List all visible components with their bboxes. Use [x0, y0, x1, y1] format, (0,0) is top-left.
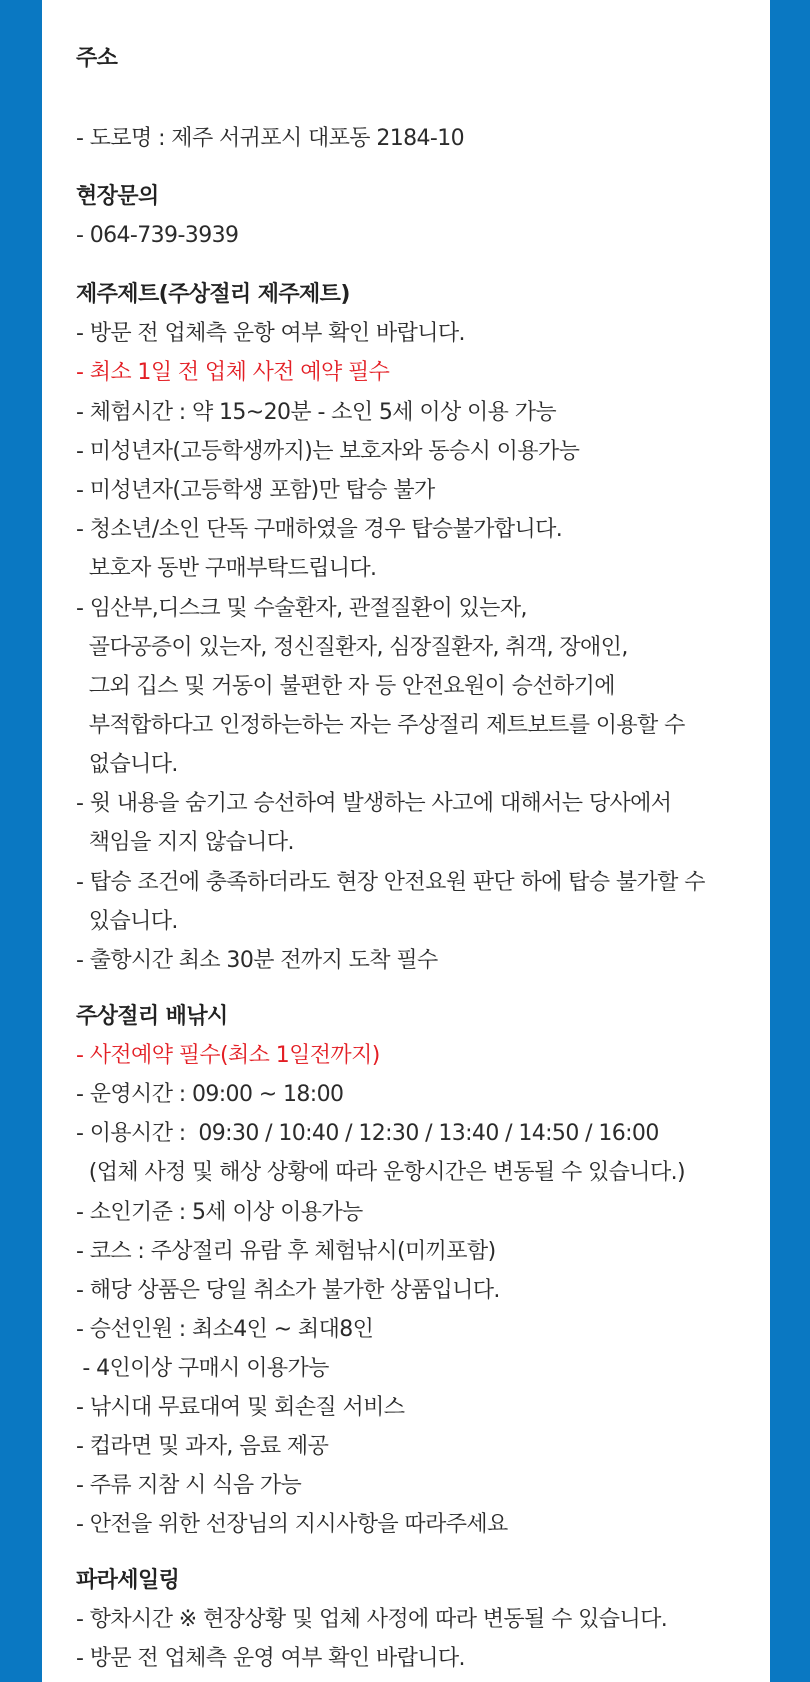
jet-line: 골다공증이 있는자, 정신질환자, 심장질환자, 취객, 장애인, — [76, 635, 628, 660]
jet-line: 있습니다. — [76, 909, 178, 934]
jet-line: - 미성년자(고등학생 포함)만 탑승 불가 — [76, 478, 435, 503]
jet-line: 부적합하다고 인정하는하는 자는 주상절리 제트보트를 이용할 수 — [76, 713, 685, 738]
fishing-line: - 낚시대 무료대여 및 회손질 서비스 — [76, 1395, 405, 1420]
fishing-line: - 운영시간 : 09:00 ~ 18:00 — [76, 1082, 344, 1107]
fishing-line: (업체 사정 및 해상 상황에 따라 운항시간은 변동될 수 있습니다.) — [76, 1160, 685, 1185]
fishing-line: - 소인기준 : 5세 이상 이용가능 — [76, 1200, 363, 1225]
fishing-line: - 안전을 위한 선장님의 지시사항을 따라주세요 — [76, 1512, 508, 1537]
jet-line: - 출항시간 최소 30분 전까지 도착 필수 — [76, 948, 438, 973]
jet-line: 책임을 지지 않습니다. — [76, 830, 294, 855]
sailing-line: - 방문 전 업체측 운영 여부 확인 바랍니다. — [76, 1646, 465, 1671]
fishing-line: - 4인이상 구매시 이용가능 — [76, 1356, 329, 1381]
fishing-line: - 컵라면 및 과자, 음료 제공 — [76, 1434, 329, 1459]
contact-heading: 현장문의 — [76, 184, 159, 209]
jet-reservation-notice: - 최소 1일 전 업체 사전 예약 필수 — [76, 360, 390, 385]
contact-phone: - 064-739-3939 — [76, 223, 239, 248]
jet-line: 보호자 동반 구매부탁드립니다. — [76, 556, 377, 581]
jet-line: - 임산부,디스크 및 수술환자, 관절질환이 있는자, — [76, 596, 527, 621]
jet-line: - 윗 내용을 숨기고 승선하여 발생하는 사고에 대해서는 당사에서 — [76, 791, 672, 816]
jet-line: 없습니다. — [76, 752, 178, 777]
fishing-line: - 코스 : 주상절리 유람 후 체험낚시(미끼포함) — [76, 1239, 496, 1264]
address-heading: 주소 — [76, 46, 118, 71]
sailing-line: - 항차시간 ※ 현장상황 및 업체 사정에 따라 변동될 수 있습니다. — [76, 1607, 668, 1632]
jet-line: - 미성년자(고등학생까지)는 보호자와 동승시 이용가능 — [76, 439, 580, 464]
jet-line: - 탑승 조건에 충족하더라도 현장 안전요원 판단 하에 탑승 불가할 수 — [76, 870, 705, 895]
fishing-heading: 주상절리 배낚시 — [76, 1004, 228, 1029]
fishing-line: - 주류 지참 시 식음 가능 — [76, 1473, 302, 1498]
fishing-line: - 이용시간 : 09:30 / 10:40 / 12:30 / 13:40 / 14:50 / 16:00 — [76, 1121, 659, 1146]
sailing-heading: 파라세일링 — [76, 1568, 180, 1593]
jet-line: - 체험시간 : 약 15~20분 - 소인 5세 이상 이용 가능 — [76, 400, 557, 425]
address-road: - 도로명 : 제주 서귀포시 대포동 2184-10 — [76, 126, 465, 151]
fishing-line: - 승선인원 : 최소4인 ~ 최대8인 — [76, 1317, 374, 1342]
jet-line: - 방문 전 업체측 운항 여부 확인 바랍니다. — [76, 321, 465, 346]
fishing-reservation-notice: - 사전예약 필수(최소 1일전까지) — [76, 1043, 380, 1068]
jet-line: 그외 깁스 및 거동이 불편한 자 등 안전요원이 승선하기에 — [76, 674, 615, 699]
info-card — [42, 0, 770, 1682]
fishing-line: - 해당 상품은 당일 취소가 불가한 상품입니다. — [76, 1278, 500, 1303]
jet-line: - 청소년/소인 단독 구매하였을 경우 탑승불가합니다. — [76, 517, 563, 542]
jet-heading: 제주제트(주상절리 제주제트) — [76, 282, 350, 307]
